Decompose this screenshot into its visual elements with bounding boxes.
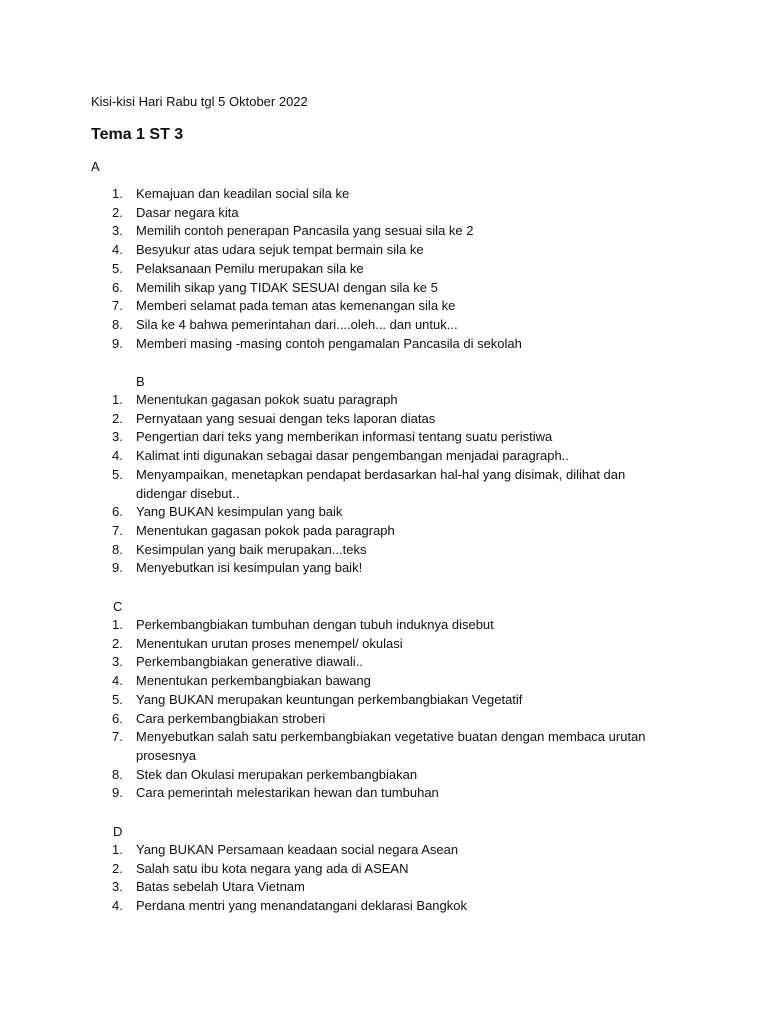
item-text: Kalimat inti digunakan sebagai dasar pengembangan menjadai paragraph.. bbox=[136, 448, 569, 464]
item-number: 5. bbox=[112, 466, 123, 482]
item-text: Batas sebelah Utara Vietnam bbox=[136, 879, 305, 895]
list-item bbox=[0, 897, 676, 916]
section-label-d: D bbox=[113, 824, 123, 839]
list-item bbox=[0, 691, 676, 710]
section-list-d bbox=[0, 841, 676, 916]
item-text: Yang BUKAN Persamaan keadaan social negara Asean bbox=[136, 842, 459, 857]
item-text: Pernyataan yang sesuai dengan teks laporan diatas bbox=[136, 410, 436, 426]
item-number: 4. bbox=[112, 242, 123, 258]
list-item bbox=[0, 204, 676, 223]
item-number: 2. bbox=[112, 204, 123, 220]
list-item bbox=[0, 672, 676, 691]
list-item bbox=[0, 260, 676, 279]
item-number: 4. bbox=[112, 673, 123, 689]
item-number: 4. bbox=[112, 448, 123, 464]
item-number: 4. bbox=[112, 898, 123, 914]
item-text: Stek dan Okulasi merupakan perkembangbiakan bbox=[136, 766, 418, 782]
item-text: Menentukan perkembangbiakan bawang bbox=[136, 673, 371, 689]
item-text: Dasar negara kita bbox=[136, 204, 239, 220]
list-item bbox=[0, 710, 676, 729]
item-text: Kemajuan dan keadilan social sila ke bbox=[136, 186, 350, 201]
item-number: 6. bbox=[112, 504, 123, 520]
item-number: 7. bbox=[112, 298, 123, 314]
item-text: Yang BUKAN merupakan keuntungan perkembangbiakan Vegetatif bbox=[136, 691, 523, 707]
item-text: Cara perkembangbiakan stroberi bbox=[136, 710, 326, 726]
item-text: Memilih sikap yang TIDAK SESUAI dengan sila ke 5 bbox=[136, 279, 438, 295]
section-label-a: A bbox=[91, 159, 100, 174]
list-item bbox=[0, 503, 676, 522]
page-title: Tema 1 ST 3 bbox=[91, 126, 184, 143]
list-item bbox=[0, 541, 676, 560]
list-item bbox=[0, 410, 676, 429]
list-item bbox=[0, 728, 676, 765]
list-item bbox=[0, 766, 676, 785]
list-item bbox=[0, 522, 676, 541]
item-number: 9. bbox=[112, 335, 123, 351]
item-number: 1. bbox=[112, 617, 123, 632]
list-item bbox=[0, 222, 676, 241]
list-item bbox=[0, 635, 676, 654]
item-number: 2. bbox=[112, 860, 123, 876]
item-number: 7. bbox=[112, 729, 123, 745]
item-text: Menentukan urutan proses menempel/ okulasi bbox=[136, 635, 403, 651]
list-item bbox=[0, 297, 676, 316]
item-number: 9. bbox=[112, 785, 123, 801]
item-text: Perkembangbiakan tumbuhan dengan tubuh induknya disebut bbox=[136, 617, 494, 632]
item-text: Memberi masing -masing contoh pengamalan Pancasila di sekolah bbox=[136, 335, 522, 351]
item-text: Pelaksanaan Pemilu merupakan sila ke bbox=[136, 260, 364, 276]
item-number: 2. bbox=[112, 410, 123, 426]
item-text: Menyebutkan isi kesimpulan yang baik! bbox=[136, 560, 363, 576]
document-header: Kisi-kisi Hari Rabu tgl 5 Oktober 2022 bbox=[91, 94, 308, 109]
item-text: Memberi selamat pada teman atas kemenangan sila ke bbox=[136, 298, 456, 314]
item-text: Menentukan gagasan pokok pada paragraph bbox=[136, 522, 395, 538]
item-text: Kesimpulan yang baik merupakan...teks bbox=[136, 541, 367, 557]
list-item bbox=[0, 841, 676, 860]
item-text: Menyebutkan salah satu perkembangbiakan vegetative buatan dengan membaca urutan prosesnya bbox=[136, 729, 646, 763]
list-item bbox=[0, 279, 676, 298]
list-item bbox=[0, 784, 676, 803]
item-number: 3. bbox=[112, 223, 123, 239]
item-text: Cara pemerintah melestarikan hewan dan tumbuhan bbox=[136, 785, 439, 801]
list-item bbox=[0, 316, 676, 335]
section-list-c bbox=[0, 616, 676, 803]
item-text: Yang BUKAN kesimpulan yang baik bbox=[136, 504, 343, 520]
section-label-b: B bbox=[136, 374, 145, 389]
item-text: Menyampaikan, menetapkan pendapat berdasarkan hal-hal yang disimak, dilihat dan didengar disebut.. bbox=[136, 466, 626, 501]
item-number: 5. bbox=[112, 260, 123, 276]
list-item bbox=[0, 878, 676, 897]
item-number: 1. bbox=[112, 392, 123, 407]
section-list-a bbox=[0, 185, 676, 353]
item-text: Besyukur atas udara sejuk tempat bermain sila ke bbox=[136, 242, 424, 258]
list-item bbox=[0, 616, 676, 635]
list-item bbox=[0, 447, 676, 466]
section-list-b bbox=[0, 391, 676, 578]
section-label-c: C bbox=[113, 599, 123, 614]
item-number: 3. bbox=[112, 879, 123, 895]
item-number: 8. bbox=[112, 541, 123, 557]
item-number: 3. bbox=[112, 654, 123, 670]
item-number: 9. bbox=[112, 560, 123, 576]
item-text: Memilih contoh penerapan Pancasila yang sesuai sila ke 2 bbox=[136, 223, 474, 239]
item-text: Salah satu ibu kota negara yang ada di ASEAN bbox=[136, 860, 409, 876]
list-item bbox=[0, 559, 676, 578]
list-item bbox=[0, 428, 676, 447]
list-item bbox=[0, 653, 676, 672]
item-number: 7. bbox=[112, 522, 123, 538]
item-number: 6. bbox=[112, 279, 123, 295]
list-item bbox=[0, 241, 676, 260]
list-item bbox=[0, 466, 676, 503]
item-number: 3. bbox=[112, 429, 123, 445]
item-number: 6. bbox=[112, 710, 123, 726]
list-item bbox=[0, 185, 676, 204]
item-number: 8. bbox=[112, 316, 123, 332]
item-text: Menentukan gagasan pokok suatu paragraph bbox=[136, 392, 398, 407]
item-text: Perdana mentri yang menandatangani deklarasi Bangkok bbox=[136, 898, 467, 914]
item-number: 1. bbox=[112, 186, 123, 201]
item-text: Pengertian dari teks yang memberikan informasi tentang suatu peristiwa bbox=[136, 429, 553, 445]
item-number: 5. bbox=[112, 691, 123, 707]
item-number: 2. bbox=[112, 635, 123, 651]
item-text: Perkembangbiakan generative diawali.. bbox=[136, 654, 363, 670]
item-text: Sila ke 4 bahwa pemerintahan dari....oleh... dan untuk... bbox=[136, 316, 458, 332]
item-number: 1. bbox=[112, 842, 123, 857]
list-item bbox=[0, 860, 676, 879]
list-item bbox=[0, 391, 676, 410]
list-item bbox=[0, 335, 676, 354]
item-number: 8. bbox=[112, 766, 123, 782]
